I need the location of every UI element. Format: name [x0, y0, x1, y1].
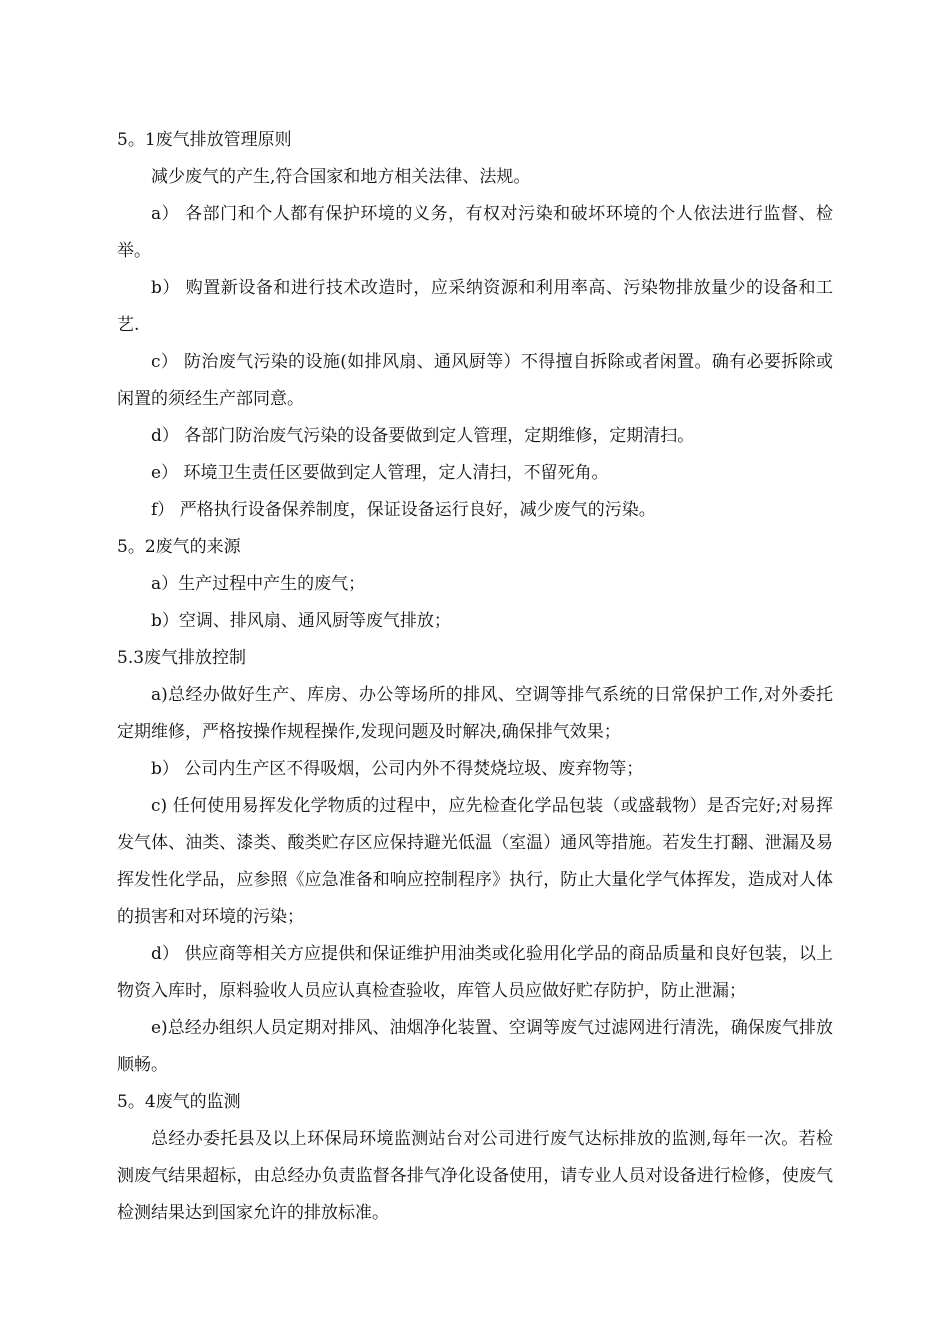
paragraph: b） 购置新设备和进行技术改造时，应采纳资源和利用率高、污染物排放量少的设备和工艺. — [117, 278, 833, 335]
document-body — [117, 122, 833, 1232]
paragraph: c) 任何使用易挥发化学物质的过程中，应先检查化学品包装（或盛载物）是否完好;对易挥发气体、油类、漆类、酸类贮存区应保持避光低温（室温）通风等措施。若发生打翻、泄漏及易挥发性化学品，应参照《应急准备和响应控制程序》执行，防止大量化学气体挥发，造成对人体的损害和对环境的污染； — [117, 796, 833, 927]
section-5-4 — [117, 1084, 833, 1232]
paragraph: a）生产过程中产生的废气； — [151, 574, 366, 594]
paragraph: 总经办委托县及以上环保局环境监测站台对公司进行废气达标排放的监测,每年一次。若检测废气结果超标，由总经办负责监督各排气净化设备使用，请专业人员对设备进行检修，使废气检测结果达到国家允许的排放标准。 — [117, 1129, 833, 1223]
paragraph: c） 防治废气污染的设施(如排风扇、通风厨等）不得擅自拆除或者闲置。确有必要拆除或闲置的须经生产部同意。 — [117, 352, 833, 409]
section-heading: 5.3废气排放控制 — [117, 648, 247, 668]
paragraph: a)总经办做好生产、库房、办公等场所的排风、空调等排气系统的日常保护工作,对外委托定期维修，严格按操作规程操作,发现问题及时解决,确保排气效果； — [117, 685, 833, 742]
section-heading: 5。1废气排放管理原则 — [117, 130, 292, 150]
section-5-3 — [117, 640, 833, 1084]
section-heading: 5。2废气的来源 — [117, 537, 241, 557]
paragraph: e)总经办组织人员定期对排风、油烟净化装置、空调等废气过滤网进行清洗，确保废气排放顺畅。 — [117, 1018, 833, 1075]
paragraph: d） 供应商等相关方应提供和保证维护用油类或化验用化学品的商品质量和良好包装，以上物资入库时，原料验收人员应认真检查验收，库管人员应做好贮存防护，防止泄漏； — [117, 944, 833, 1001]
section-5-2 — [117, 529, 833, 640]
paragraph: a） 各部门和个人都有保护环境的义务，有权对污染和破坏环境的个人依法进行监督、检举。 — [117, 204, 833, 261]
paragraph: b）空调、排风扇、通风厨等废气排放； — [151, 611, 451, 631]
section-5-1 — [117, 122, 833, 529]
section-heading: 5。4废气的监测 — [117, 1092, 241, 1112]
paragraph: b） 公司内生产区不得吸烟，公司内外不得焚烧垃圾、废弃物等； — [151, 759, 644, 779]
paragraph: e） 环境卫生责任区要做到定人管理，定人清扫，不留死角。 — [151, 463, 609, 483]
paragraph: f） 严格执行设备保养制度，保证设备运行良好，减少废气的污染。 — [151, 500, 656, 520]
paragraph: d） 各部门防治废气污染的设备要做到定人管理，定期维修，定期清扫。 — [151, 426, 695, 446]
paragraph: 减少废气的产生,符合国家和地方相关法律、法规。 — [151, 167, 531, 187]
